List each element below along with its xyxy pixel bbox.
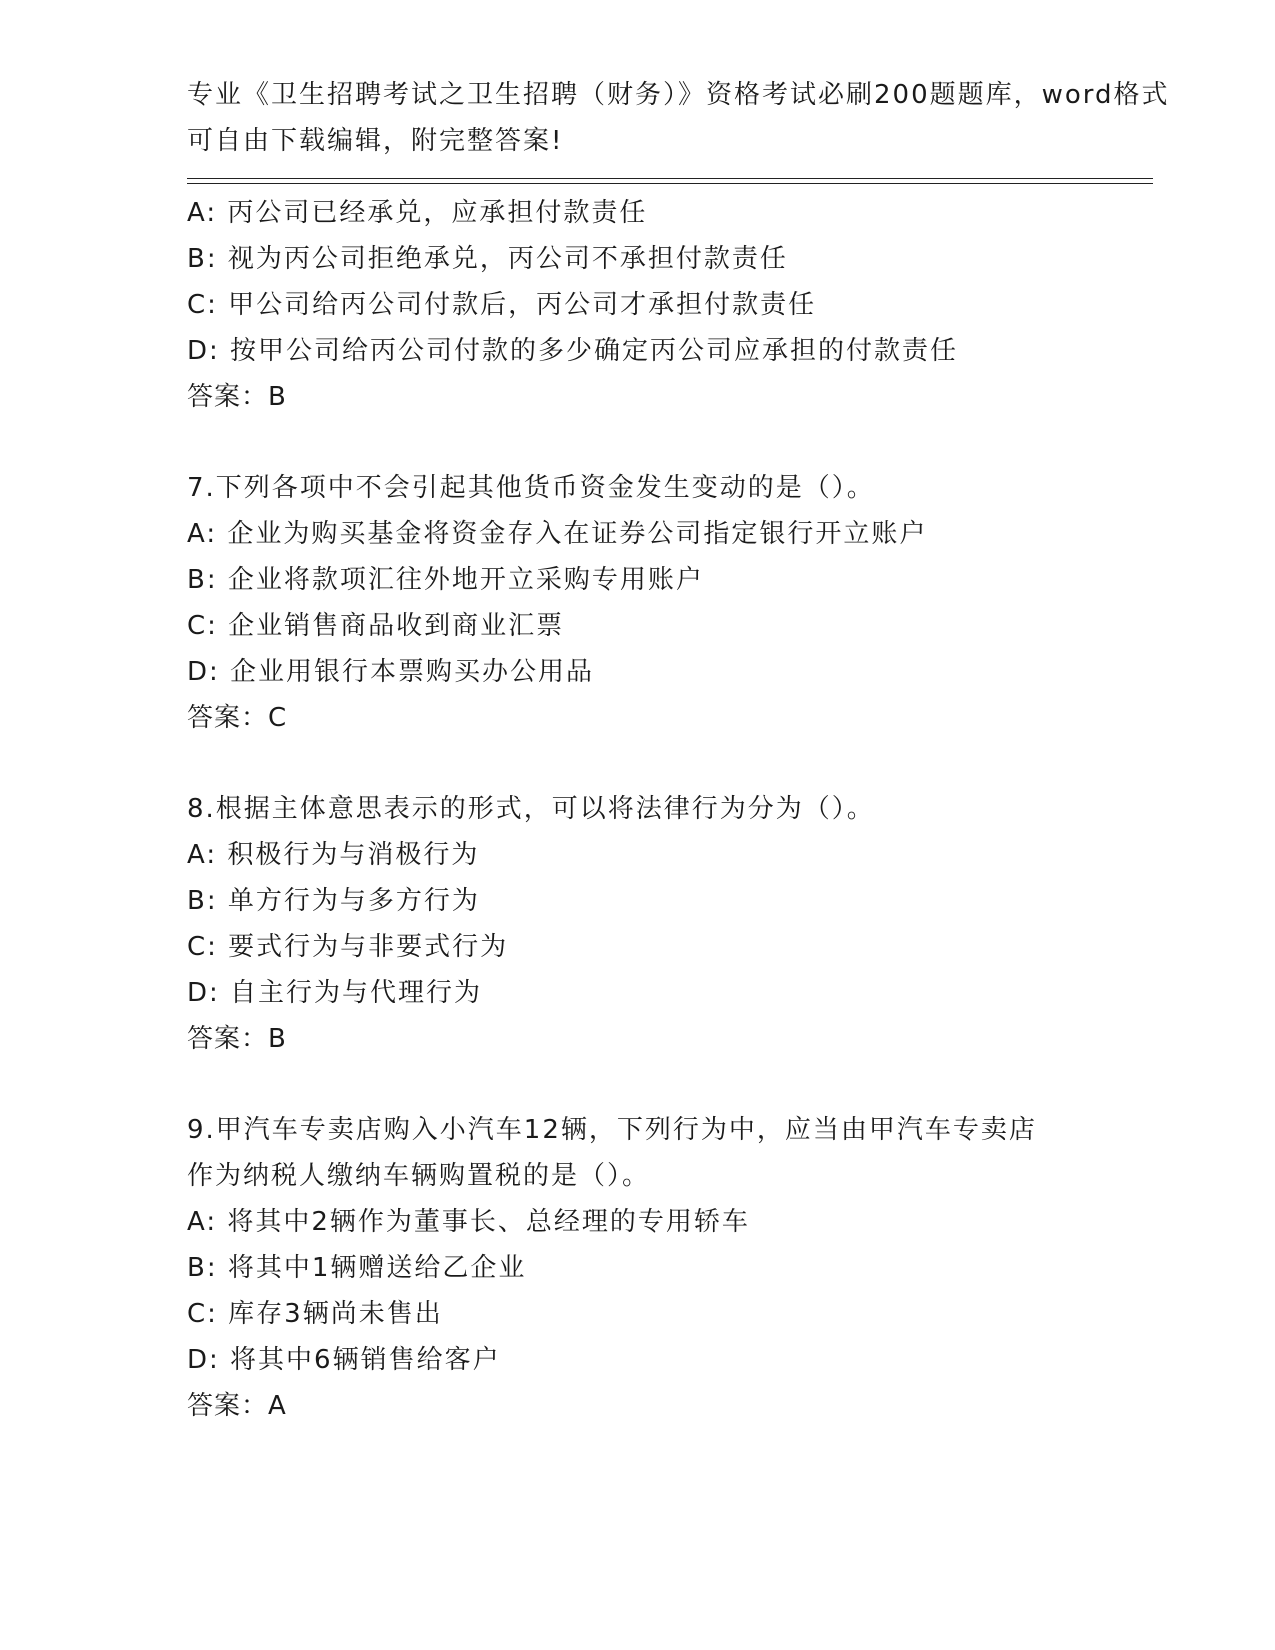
- header-rule-bottom: [187, 183, 1153, 184]
- question-text: 8.根据主体意思表示的形式，可以将法律行为分为（）。: [187, 794, 875, 824]
- option-b: B: 视为丙公司拒绝承兑，丙公司不承担付款责任: [187, 244, 788, 274]
- option-c: C: 要式行为与非要式行为: [187, 932, 509, 962]
- option-b: B: 将其中1辆赠送给乙企业: [187, 1253, 527, 1283]
- option-c: C: 库存3辆尚未售出: [187, 1299, 443, 1329]
- option-c: C: 企业销售商品收到商业汇票: [187, 611, 565, 641]
- option-d: D: 企业用银行本票购买办公用品: [187, 657, 595, 687]
- option-a: A: 积极行为与消极行为: [187, 840, 480, 870]
- question-block-7: [187, 465, 1153, 741]
- header-line-2: 可自由下载编辑，附完整答案!: [187, 126, 564, 156]
- header-rule-top: [187, 178, 1153, 179]
- question-block-9: [187, 1107, 1153, 1429]
- question-text-line-1: 9.甲汽车专卖店购入小汽车12辆，下列行为中，应当由甲汽车专卖店: [187, 1115, 1037, 1145]
- question-block-6: [187, 190, 1153, 420]
- answer: 答案：B: [187, 382, 287, 412]
- question-text-line-2: 作为纳税人缴纳车辆购置税的是（）。: [187, 1161, 651, 1191]
- option-c: C: 甲公司给丙公司付款后，丙公司才承担付款责任: [187, 290, 817, 320]
- question-block-8: [187, 786, 1153, 1062]
- option-b: B: 单方行为与多方行为: [187, 886, 480, 916]
- option-a: A: 将其中2辆作为董事长、总经理的专用轿车: [187, 1207, 750, 1237]
- question-text: 7.下列各项中不会引起其他货币资金发生变动的是（）。: [187, 473, 875, 503]
- option-b: B: 企业将款项汇往外地开立采购专用账户: [187, 565, 704, 595]
- option-d: D: 将其中6辆销售给客户: [187, 1345, 501, 1375]
- question-list: [187, 190, 1153, 1429]
- option-a: A: 丙公司已经承兑，应承担付款责任: [187, 198, 648, 228]
- option-d: D: 自主行为与代理行为: [187, 978, 483, 1008]
- header-line-1: 专业《卫生招聘考试之卫生招聘（财务）》资格考试必刷200题题库，word格式: [187, 80, 1170, 110]
- answer: 答案：C: [187, 703, 288, 733]
- option-a: A: 企业为购买基金将资金存入在证券公司指定银行开立账户: [187, 519, 928, 549]
- answer: 答案：B: [187, 1024, 287, 1054]
- option-d: D: 按甲公司给丙公司付款的多少确定丙公司应承担的付款责任: [187, 336, 959, 366]
- document-header: [187, 72, 1170, 164]
- answer: 答案：A: [187, 1391, 287, 1421]
